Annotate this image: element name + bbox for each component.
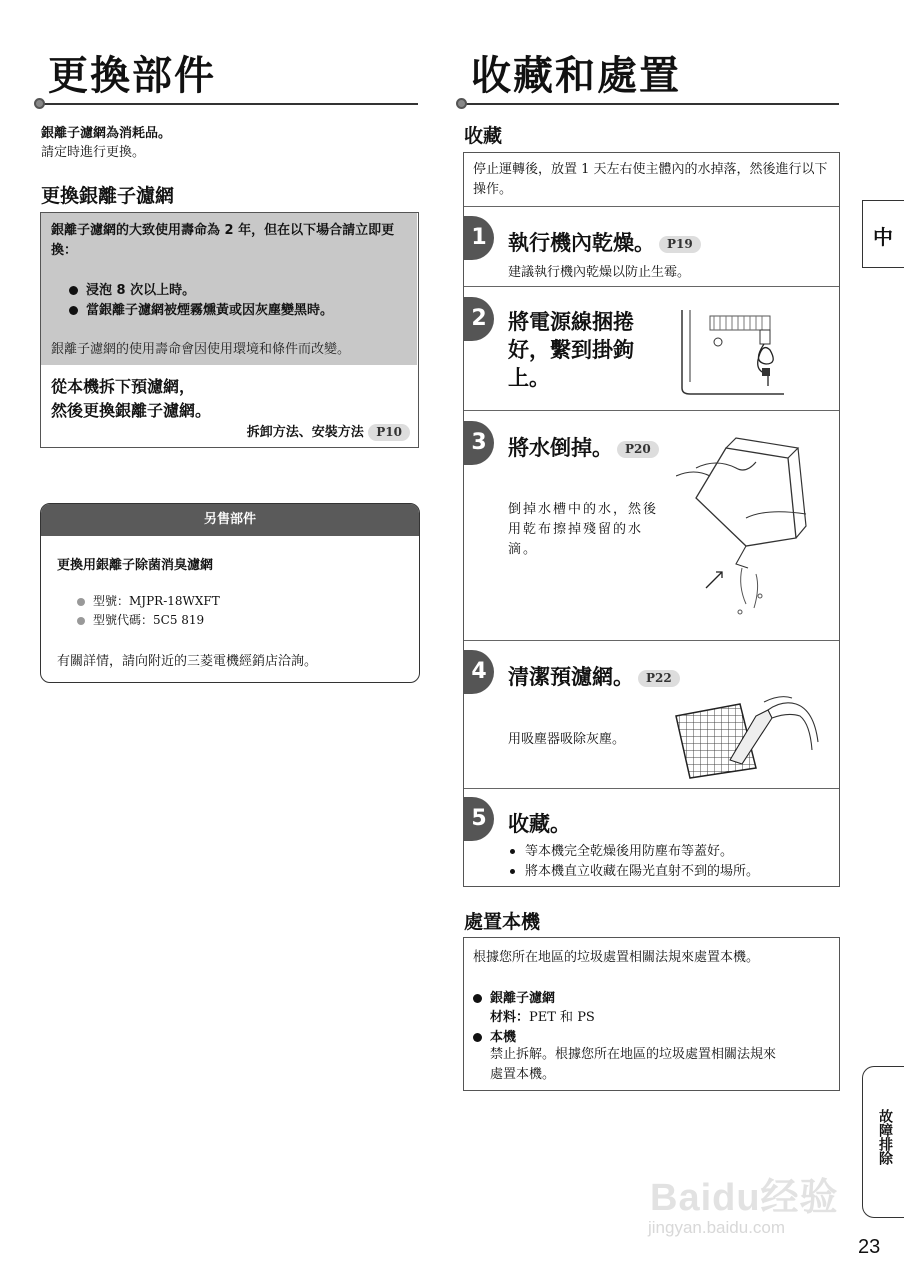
box-bullet: 浸泡 8 次以上時。 — [69, 279, 195, 298]
step-divider — [464, 206, 839, 207]
box-instruction-line2: 然後更換銀離子濾網。 — [51, 401, 212, 420]
bullet-icon — [69, 286, 78, 295]
intro-bold: 銀離子濾網為消耗品。 — [41, 126, 172, 141]
step-5-bullet: 等本機完全乾燥後用防塵布等蓋好。 — [510, 840, 733, 859]
left-page-title: 更換部件 — [48, 53, 216, 99]
step-3-title: 將水倒掉。 P20 — [508, 432, 659, 462]
page-ref-tag: P22 — [638, 670, 680, 687]
storage-intro: 停止運轉後，放置 1 天左右使主體內的水掉落，然後進行以下操作。 — [473, 162, 828, 197]
step-divider — [464, 788, 839, 789]
step-3-number: 3 — [464, 421, 494, 465]
troubleshooting-tab-label: 故障排除 — [877, 1109, 893, 1165]
disposal-title: 處置本機 — [464, 911, 541, 933]
disposal-intro: 根據您所在地區的垃圾處置相關法規來處置本機。 — [473, 950, 760, 965]
bullet-icon — [77, 598, 85, 606]
step-2-number: 2 — [464, 297, 494, 341]
right-page-title: 收藏和處置 — [471, 53, 681, 99]
title-rule-dot — [456, 98, 467, 109]
language-tab[interactable] — [862, 200, 904, 268]
product-model: 型號：MJPR-18WXFT — [77, 592, 220, 609]
water-tank-illustration — [676, 428, 816, 624]
box-note: 銀離子濾網的使用壽命會因使用環境和條件而改變。 — [51, 342, 351, 357]
disposal-item-label: 銀離子濾網 — [473, 987, 555, 1006]
step-divider — [464, 410, 839, 411]
watermark-brand: Baidu经验 — [650, 1177, 839, 1219]
storage-title: 收藏 — [464, 125, 503, 147]
product-code: 型號代碼：5C5 819 — [77, 611, 204, 628]
disposal-item-detail: 材料：PET 和 PS — [490, 1010, 595, 1025]
step-1-number: 1 — [464, 216, 494, 260]
step-3-desc: 倒掉水槽中的水，然後 用乾布擦掉殘留的水 滴。 — [508, 502, 659, 557]
sold-separately-header: 另售部件 — [41, 504, 419, 536]
title-rule-dot — [34, 98, 45, 109]
box-instruction-line1: 從本機拆下預濾網， — [51, 377, 196, 396]
step-1-title: 執行機內乾燥。 P19 — [508, 227, 701, 257]
product-name: 更換用銀離子除菌消臭濾網 — [57, 558, 214, 573]
bullet-icon — [510, 849, 515, 854]
bullet-icon — [69, 306, 78, 315]
section-title-replace-filter: 更換銀離子濾網 — [41, 185, 175, 207]
disposal-item-label: 本機 — [473, 1026, 516, 1045]
box-lead-text: 銀離子濾網的大致使用壽命為 2 年，但在以下場合請立即更換： — [51, 223, 395, 258]
page-ref-tag: P10 — [368, 424, 410, 441]
step-5-bullet: 將本機直立收藏在陽光直射不到的場所。 — [510, 860, 759, 879]
disposal-item-detail: 禁止拆解。根據您所在地區的垃圾處置相關法規來 處置本機。 — [490, 1047, 777, 1082]
page-number: 23 — [858, 1236, 881, 1258]
step-4-title: 清潔預濾網。 P22 — [508, 661, 680, 691]
page-ref-tag: P20 — [617, 441, 659, 458]
step-1-desc: 建議執行機內乾燥以防止生霉。 — [508, 265, 691, 280]
troubleshooting-tab[interactable] — [862, 1066, 904, 1218]
title-rule — [40, 103, 418, 105]
contact-text: 有關詳情，請向附近的三菱電機經銷店洽詢。 — [57, 654, 318, 669]
power-cord-illustration — [676, 302, 786, 398]
title-rule — [462, 103, 839, 105]
bullet-icon — [473, 994, 482, 1003]
ref-text: 拆卸方法、安裝方法 — [246, 425, 364, 440]
box-bullet: 當銀離子濾網被煙霧燻黃或因灰塵變黑時。 — [69, 299, 333, 318]
replace-filter-box — [40, 212, 419, 448]
step-4-number: 4 — [464, 650, 494, 694]
bullet-icon — [77, 617, 85, 625]
bullet-icon — [510, 869, 515, 874]
step-2-title: 將電源線捆捲 好，繫到掛鉤 上。 — [508, 310, 634, 390]
step-5-title: 收藏。 — [508, 812, 571, 836]
bullet-icon — [473, 1033, 482, 1042]
step-divider — [464, 286, 839, 287]
watermark-url: jingyan.baidu.com — [648, 1218, 786, 1237]
box-ref — [247, 421, 410, 441]
step-4-desc: 用吸塵器吸除灰塵。 — [508, 732, 626, 747]
sold-separately-box — [40, 503, 420, 683]
step-5-number: 5 — [464, 797, 494, 841]
page-ref-tag: P19 — [659, 236, 701, 253]
vacuum-filter-illustration — [672, 694, 822, 784]
step-divider — [464, 640, 839, 641]
language-tab-label: 中 — [873, 225, 893, 249]
intro-text: 請定時進行更換。 — [41, 145, 146, 160]
